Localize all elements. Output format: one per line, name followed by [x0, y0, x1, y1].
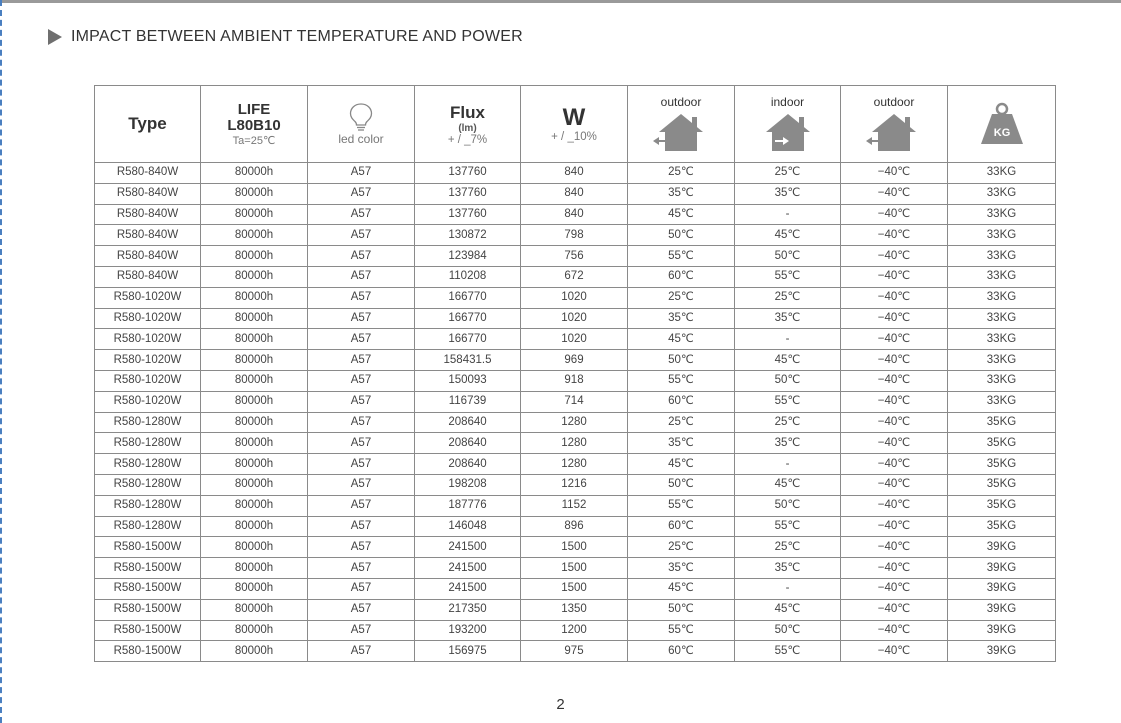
table-row — [95, 391, 1056, 412]
cell-led-color: A57 — [308, 537, 415, 558]
table-row — [95, 454, 1056, 475]
cell-indoor-temp: 35℃ — [735, 308, 841, 329]
cell-weight: 35KG — [948, 474, 1056, 495]
cell-outdoor-min-temp: −40℃ — [841, 329, 948, 350]
cell-outdoor-max-temp: 60℃ — [628, 516, 735, 537]
cell-type: R580-1500W — [95, 620, 201, 641]
cell-outdoor-max-temp: 50℃ — [628, 350, 735, 371]
cell-outdoor-min-temp: −40℃ — [841, 163, 948, 184]
cell-flux: 156975 — [415, 641, 521, 662]
cell-outdoor-min-temp: −40℃ — [841, 370, 948, 391]
cell-flux: 137760 — [415, 204, 521, 225]
cell-led-color: A57 — [308, 163, 415, 184]
cell-outdoor-min-temp: −40℃ — [841, 495, 948, 516]
cell-led-color: A57 — [308, 225, 415, 246]
weight-icon — [979, 102, 1025, 146]
cell-watt: 1020 — [521, 287, 628, 308]
top-rule — [0, 0, 1121, 3]
table-row — [95, 350, 1056, 371]
cell-indoor-temp: 55℃ — [735, 391, 841, 412]
cell-indoor-temp: 55℃ — [735, 516, 841, 537]
cell-life: 80000h — [201, 391, 308, 412]
cell-life: 80000h — [201, 537, 308, 558]
cell-outdoor-min-temp: −40℃ — [841, 620, 948, 641]
cell-outdoor-min-temp: −40℃ — [841, 391, 948, 412]
cell-outdoor-min-temp: −40℃ — [841, 433, 948, 454]
cell-led-color: A57 — [308, 246, 415, 267]
cell-life: 80000h — [201, 246, 308, 267]
table-row — [95, 516, 1056, 537]
cell-watt: 975 — [521, 641, 628, 662]
table-row — [95, 599, 1056, 620]
cell-outdoor-max-temp: 50℃ — [628, 225, 735, 246]
cell-watt: 1280 — [521, 433, 628, 454]
cell-led-color: A57 — [308, 370, 415, 391]
cell-type: R580-840W — [95, 204, 201, 225]
cell-weight: 35KG — [948, 516, 1056, 537]
cell-outdoor-min-temp: −40℃ — [841, 578, 948, 599]
cell-led-color: A57 — [308, 495, 415, 516]
header-type — [95, 86, 201, 163]
cell-watt: 896 — [521, 516, 628, 537]
cell-flux: 110208 — [415, 266, 521, 287]
cell-indoor-temp: 45℃ — [735, 350, 841, 371]
table-row — [95, 329, 1056, 350]
cell-outdoor-max-temp: 45℃ — [628, 204, 735, 225]
header-flux — [415, 86, 521, 163]
cell-watt: 1500 — [521, 537, 628, 558]
cell-life: 80000h — [201, 163, 308, 184]
cell-indoor-temp: 50℃ — [735, 620, 841, 641]
cell-flux: 137760 — [415, 163, 521, 184]
lightbulb-icon — [348, 102, 374, 132]
cell-outdoor-max-temp: 60℃ — [628, 391, 735, 412]
cell-watt: 1152 — [521, 495, 628, 516]
cell-outdoor-max-temp: 35℃ — [628, 558, 735, 579]
cell-led-color: A57 — [308, 454, 415, 475]
cell-outdoor-max-temp: 45℃ — [628, 578, 735, 599]
life-rating: L80B10 — [227, 116, 281, 134]
cell-type: R580-1500W — [95, 641, 201, 662]
house-outdoor-icon — [864, 111, 924, 153]
cell-life: 80000h — [201, 412, 308, 433]
header-led-color — [308, 86, 415, 163]
cell-type: R580-1500W — [95, 599, 201, 620]
cell-outdoor-min-temp: −40℃ — [841, 204, 948, 225]
cell-watt: 1280 — [521, 412, 628, 433]
page-number: 2 — [556, 696, 565, 713]
life-ambient: Ta=25℃ — [232, 134, 276, 147]
section-heading — [48, 28, 523, 46]
cell-type: R580-840W — [95, 246, 201, 267]
cell-watt: 672 — [521, 266, 628, 287]
flux-label: Flux — [450, 102, 485, 122]
cell-indoor-temp: 35℃ — [735, 558, 841, 579]
cell-weight: 33KG — [948, 370, 1056, 391]
cell-weight: 33KG — [948, 287, 1056, 308]
header-outdoor-min — [841, 86, 948, 163]
cell-weight: 35KG — [948, 495, 1056, 516]
cell-watt: 1020 — [521, 308, 628, 329]
cell-type: R580-1020W — [95, 350, 201, 371]
cell-watt: 1500 — [521, 558, 628, 579]
cell-led-color: A57 — [308, 412, 415, 433]
cell-outdoor-max-temp: 50℃ — [628, 599, 735, 620]
cell-flux: 130872 — [415, 225, 521, 246]
cell-led-color: A57 — [308, 329, 415, 350]
spec-table — [94, 85, 1056, 662]
header-life — [201, 86, 308, 163]
cell-flux: 217350 — [415, 599, 521, 620]
cell-life: 80000h — [201, 433, 308, 454]
cell-outdoor-min-temp: −40℃ — [841, 454, 948, 475]
cell-weight: 39KG — [948, 537, 1056, 558]
cell-weight: 39KG — [948, 620, 1056, 641]
cell-flux: 198208 — [415, 474, 521, 495]
cell-type: R580-840W — [95, 163, 201, 184]
flux-unit: (lm) — [458, 122, 477, 134]
cell-weight: 33KG — [948, 163, 1056, 184]
table-row — [95, 204, 1056, 225]
cell-outdoor-min-temp: −40℃ — [841, 308, 948, 329]
cell-flux: 158431.5 — [415, 350, 521, 371]
cell-outdoor-max-temp: 50℃ — [628, 474, 735, 495]
cell-flux: 137760 — [415, 183, 521, 204]
cell-outdoor-min-temp: −40℃ — [841, 537, 948, 558]
cell-type: R580-1020W — [95, 287, 201, 308]
cell-outdoor-max-temp: 25℃ — [628, 537, 735, 558]
cell-led-color: A57 — [308, 620, 415, 641]
triangle-bullet-icon — [48, 29, 62, 45]
cell-indoor-temp: 25℃ — [735, 163, 841, 184]
cell-indoor-temp: 55℃ — [735, 641, 841, 662]
cell-weight: 33KG — [948, 350, 1056, 371]
cell-life: 80000h — [201, 558, 308, 579]
outdoor-label: outdoor — [660, 95, 702, 109]
table-row — [95, 474, 1056, 495]
cell-led-color: A57 — [308, 578, 415, 599]
cell-indoor-temp: 25℃ — [735, 287, 841, 308]
cell-led-color: A57 — [308, 266, 415, 287]
cell-watt: 1350 — [521, 599, 628, 620]
cell-watt: 1200 — [521, 620, 628, 641]
cell-flux: 150093 — [415, 370, 521, 391]
table-row — [95, 641, 1056, 662]
cell-outdoor-min-temp: −40℃ — [841, 287, 948, 308]
cell-outdoor-min-temp: −40℃ — [841, 350, 948, 371]
cell-outdoor-max-temp: 35℃ — [628, 308, 735, 329]
cell-type: R580-1280W — [95, 433, 201, 454]
cell-life: 80000h — [201, 204, 308, 225]
cell-weight: 39KG — [948, 578, 1056, 599]
cell-led-color: A57 — [308, 516, 415, 537]
cell-type: R580-1280W — [95, 412, 201, 433]
cell-led-color: A57 — [308, 287, 415, 308]
cell-outdoor-min-temp: −40℃ — [841, 266, 948, 287]
cell-type: R580-1280W — [95, 454, 201, 475]
cell-outdoor-max-temp: 25℃ — [628, 287, 735, 308]
header-outdoor-max — [628, 86, 735, 163]
cell-outdoor-max-temp: 25℃ — [628, 163, 735, 184]
cell-indoor-temp: 50℃ — [735, 370, 841, 391]
cell-led-color: A57 — [308, 350, 415, 371]
table-row — [95, 537, 1056, 558]
cell-flux: 166770 — [415, 329, 521, 350]
header-indoor — [735, 86, 841, 163]
cell-type: R580-840W — [95, 183, 201, 204]
cell-life: 80000h — [201, 474, 308, 495]
indoor-label: indoor — [770, 95, 805, 109]
cell-weight: 39KG — [948, 599, 1056, 620]
cell-led-color: A57 — [308, 433, 415, 454]
cell-flux: 208640 — [415, 433, 521, 454]
cell-type: R580-1280W — [95, 516, 201, 537]
cell-outdoor-min-temp: −40℃ — [841, 225, 948, 246]
cell-led-color: A57 — [308, 391, 415, 412]
cell-outdoor-max-temp: 55℃ — [628, 495, 735, 516]
cell-led-color: A57 — [308, 599, 415, 620]
watt-tolerance: + / _10% — [551, 131, 597, 143]
cell-weight: 35KG — [948, 412, 1056, 433]
cell-outdoor-min-temp: −40℃ — [841, 558, 948, 579]
cell-flux: 241500 — [415, 578, 521, 599]
cell-outdoor-min-temp: −40℃ — [841, 474, 948, 495]
cell-flux: 241500 — [415, 537, 521, 558]
cell-weight: 33KG — [948, 183, 1056, 204]
cell-flux: 123984 — [415, 246, 521, 267]
cell-watt: 1500 — [521, 578, 628, 599]
cell-life: 80000h — [201, 183, 308, 204]
cell-life: 80000h — [201, 620, 308, 641]
cell-indoor-temp: 25℃ — [735, 537, 841, 558]
section-title: IMPACT BETWEEN AMBIENT TEMPERATURE AND POWER — [71, 28, 523, 45]
header-weight — [948, 86, 1056, 163]
cell-weight: 39KG — [948, 641, 1056, 662]
house-indoor-icon — [758, 111, 818, 153]
cell-indoor-temp: 45℃ — [735, 599, 841, 620]
cell-watt: 1020 — [521, 329, 628, 350]
cell-flux: 187776 — [415, 495, 521, 516]
cell-led-color: A57 — [308, 558, 415, 579]
table-row — [95, 287, 1056, 308]
weight-icon-label: KG — [993, 127, 1010, 139]
cell-indoor-temp: - — [735, 329, 841, 350]
cell-life: 80000h — [201, 454, 308, 475]
table-row — [95, 620, 1056, 641]
cell-outdoor-min-temp: −40℃ — [841, 599, 948, 620]
cell-indoor-temp: 35℃ — [735, 433, 841, 454]
cell-outdoor-max-temp: 55℃ — [628, 370, 735, 391]
table-row — [95, 558, 1056, 579]
cell-outdoor-min-temp: −40℃ — [841, 246, 948, 267]
cell-indoor-temp: 55℃ — [735, 266, 841, 287]
cell-weight: 35KG — [948, 433, 1056, 454]
cell-life: 80000h — [201, 308, 308, 329]
cell-led-color: A57 — [308, 474, 415, 495]
cell-outdoor-max-temp: 45℃ — [628, 329, 735, 350]
cell-weight: 33KG — [948, 329, 1056, 350]
table-row — [95, 163, 1056, 184]
cell-indoor-temp: 25℃ — [735, 412, 841, 433]
header-row — [95, 86, 1056, 163]
cell-outdoor-min-temp: −40℃ — [841, 516, 948, 537]
cell-watt: 756 — [521, 246, 628, 267]
cell-watt: 918 — [521, 370, 628, 391]
table-row — [95, 246, 1056, 267]
flux-tolerance: + / _7% — [447, 133, 488, 146]
cell-life: 80000h — [201, 329, 308, 350]
table-row — [95, 308, 1056, 329]
cell-type: R580-840W — [95, 225, 201, 246]
cell-flux: 241500 — [415, 558, 521, 579]
table-body — [95, 163, 1056, 662]
cell-weight: 33KG — [948, 266, 1056, 287]
cell-flux: 166770 — [415, 287, 521, 308]
cell-watt: 714 — [521, 391, 628, 412]
cell-flux: 208640 — [415, 412, 521, 433]
cell-flux: 116739 — [415, 391, 521, 412]
cell-watt: 1280 — [521, 454, 628, 475]
cell-life: 80000h — [201, 225, 308, 246]
cell-outdoor-min-temp: −40℃ — [841, 183, 948, 204]
cell-indoor-temp: 50℃ — [735, 495, 841, 516]
cell-type: R580-1020W — [95, 391, 201, 412]
cell-flux: 166770 — [415, 308, 521, 329]
cell-led-color: A57 — [308, 641, 415, 662]
cell-indoor-temp: - — [735, 454, 841, 475]
watt-label: W — [562, 104, 586, 131]
table-row — [95, 225, 1056, 246]
cell-life: 80000h — [201, 266, 308, 287]
cell-indoor-temp: 35℃ — [735, 183, 841, 204]
cell-led-color: A57 — [308, 308, 415, 329]
cell-flux: 208640 — [415, 454, 521, 475]
cell-outdoor-min-temp: −40℃ — [841, 412, 948, 433]
cell-weight: 33KG — [948, 204, 1056, 225]
cell-life: 80000h — [201, 599, 308, 620]
cell-outdoor-max-temp: 60℃ — [628, 266, 735, 287]
cell-life: 80000h — [201, 287, 308, 308]
cell-type: R580-1020W — [95, 308, 201, 329]
table-row — [95, 495, 1056, 516]
cell-outdoor-max-temp: 35℃ — [628, 183, 735, 204]
table-row — [95, 433, 1056, 454]
left-border — [0, 0, 2, 723]
cell-type: R580-1500W — [95, 558, 201, 579]
cell-indoor-temp: 45℃ — [735, 225, 841, 246]
cell-watt: 840 — [521, 163, 628, 184]
cell-led-color: A57 — [308, 204, 415, 225]
cell-indoor-temp: - — [735, 204, 841, 225]
cell-weight: 33KG — [948, 391, 1056, 412]
cell-outdoor-min-temp: −40℃ — [841, 641, 948, 662]
cell-type: R580-1280W — [95, 474, 201, 495]
cell-outdoor-max-temp: 25℃ — [628, 412, 735, 433]
outdoor-label-2: outdoor — [873, 95, 915, 109]
table-row — [95, 183, 1056, 204]
cell-life: 80000h — [201, 516, 308, 537]
cell-weight: 39KG — [948, 558, 1056, 579]
cell-type: R580-840W — [95, 266, 201, 287]
cell-type: R580-1020W — [95, 329, 201, 350]
cell-led-color: A57 — [308, 183, 415, 204]
led-color-caption: led color — [338, 132, 384, 146]
cell-weight: 33KG — [948, 308, 1056, 329]
cell-type: R580-1020W — [95, 370, 201, 391]
table-row — [95, 266, 1056, 287]
cell-life: 80000h — [201, 578, 308, 599]
cell-type: R580-1500W — [95, 537, 201, 558]
cell-outdoor-max-temp: 35℃ — [628, 433, 735, 454]
cell-indoor-temp: 45℃ — [735, 474, 841, 495]
table-row — [95, 412, 1056, 433]
cell-outdoor-max-temp: 45℃ — [628, 454, 735, 475]
cell-flux: 193200 — [415, 620, 521, 641]
cell-outdoor-max-temp: 55℃ — [628, 246, 735, 267]
cell-watt: 840 — [521, 204, 628, 225]
cell-weight: 33KG — [948, 225, 1056, 246]
cell-watt: 1216 — [521, 474, 628, 495]
cell-life: 80000h — [201, 350, 308, 371]
table-row — [95, 578, 1056, 599]
cell-life: 80000h — [201, 641, 308, 662]
cell-indoor-temp: 50℃ — [735, 246, 841, 267]
cell-flux: 146048 — [415, 516, 521, 537]
cell-type: R580-1500W — [95, 578, 201, 599]
cell-life: 80000h — [201, 495, 308, 516]
cell-type: R580-1280W — [95, 495, 201, 516]
cell-indoor-temp: - — [735, 578, 841, 599]
cell-outdoor-max-temp: 55℃ — [628, 620, 735, 641]
cell-outdoor-max-temp: 60℃ — [628, 641, 735, 662]
cell-watt: 798 — [521, 225, 628, 246]
header-watt — [521, 86, 628, 163]
life-label: LIFE — [237, 100, 271, 118]
cell-weight: 35KG — [948, 454, 1056, 475]
cell-life: 80000h — [201, 370, 308, 391]
cell-weight: 33KG — [948, 246, 1056, 267]
cell-watt: 969 — [521, 350, 628, 371]
cell-watt: 840 — [521, 183, 628, 204]
table-row — [95, 370, 1056, 391]
house-outdoor-icon — [651, 111, 711, 153]
type-label: Type — [128, 114, 167, 133]
